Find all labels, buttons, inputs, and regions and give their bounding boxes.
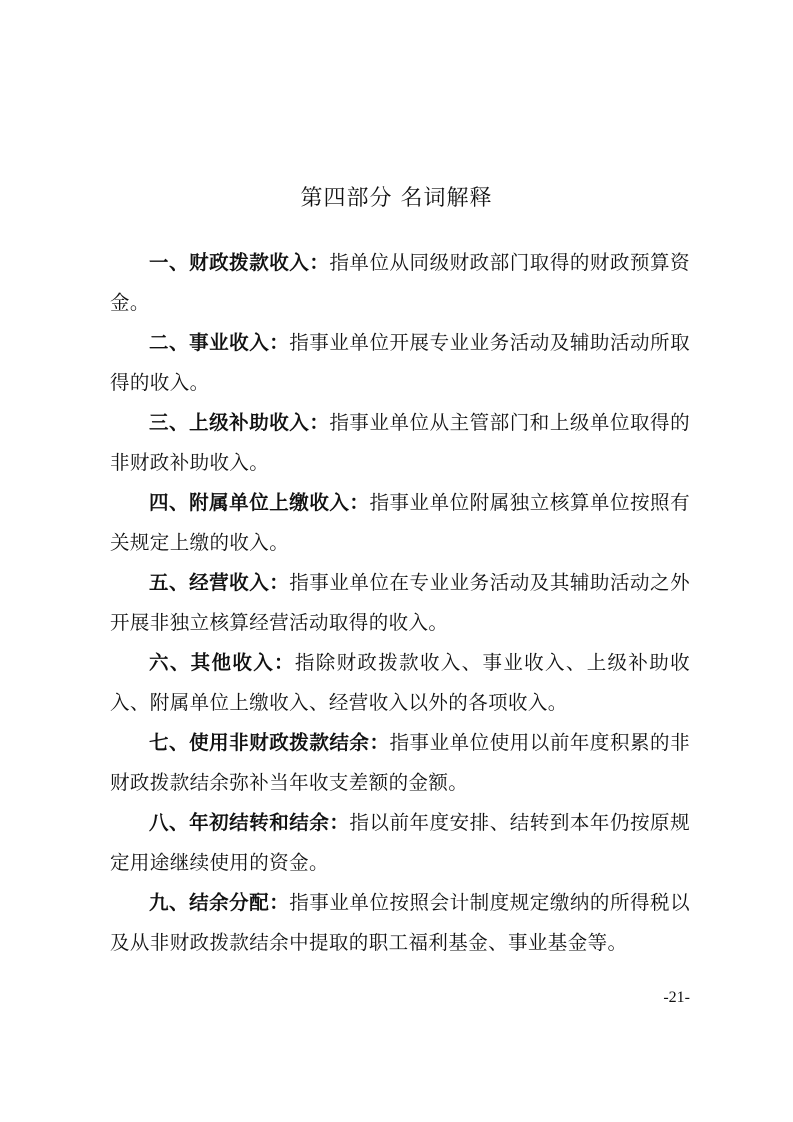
page-title: 第四部分 名词解释 bbox=[300, 186, 493, 211]
definition-term: 九、结余分配： bbox=[149, 891, 290, 914]
definition-item-3 bbox=[110, 403, 690, 483]
definition-term: 四、附属单位上缴收入： bbox=[149, 491, 370, 514]
definition-term: 八、年初结转和结余： bbox=[149, 811, 350, 834]
definition-term: 六、其他收入： bbox=[149, 651, 295, 674]
definition-term: 一、财政拨款收入： bbox=[149, 251, 330, 274]
definition-text: 指事业单位使用以前年度积累的非财政拨款结余弥补当年收支差额的金额。 bbox=[110, 731, 690, 794]
definition-item-5 bbox=[110, 563, 690, 643]
definition-text: 指事业单位在专业业务活动及其辅助活动之外开展非独立核算经营活动取得的收入。 bbox=[110, 571, 690, 634]
definition-text: 指单位从同级财政部门取得的财政预算资金。 bbox=[110, 251, 691, 314]
definition-term: 三、上级补助收入： bbox=[149, 411, 330, 434]
definition-text: 指事业单位附属独立核算单位按照有关规定上缴的收入。 bbox=[110, 491, 690, 554]
definition-item-1 bbox=[110, 243, 690, 323]
page-number: -21- bbox=[663, 989, 690, 1006]
definition-item-8 bbox=[110, 803, 690, 883]
definition-item-9 bbox=[110, 883, 690, 963]
definition-text: 指事业单位从主管部门和上级单位取得的非财政补助收入。 bbox=[110, 411, 691, 474]
definition-text: 指以前年度安排、结转到本年仍按原规定用途继续使用的资金。 bbox=[110, 811, 690, 874]
definition-text: 指事业单位按照会计制度规定缴纳的所得税以及从非财政拨款结余中提取的职工福利基金、事业基金等。 bbox=[110, 891, 690, 954]
definition-item-6 bbox=[110, 643, 690, 723]
definition-text: 指事业单位开展专业业务活动及辅助活动所取得的收入。 bbox=[110, 331, 690, 394]
definition-item-7 bbox=[110, 723, 690, 803]
definition-item-4 bbox=[110, 483, 690, 563]
definition-term: 五、经营收入： bbox=[149, 571, 290, 594]
definition-item-2 bbox=[110, 323, 690, 403]
definition-text: 指除财政拨款收入、事业收入、上级补助收入、附属单位上缴收入、经营收入以外的各项收入。 bbox=[110, 651, 690, 714]
definition-term: 二、事业收入： bbox=[149, 331, 290, 354]
definitions-list bbox=[110, 243, 690, 963]
definition-term: 七、使用非财政拨款结余： bbox=[149, 731, 390, 754]
